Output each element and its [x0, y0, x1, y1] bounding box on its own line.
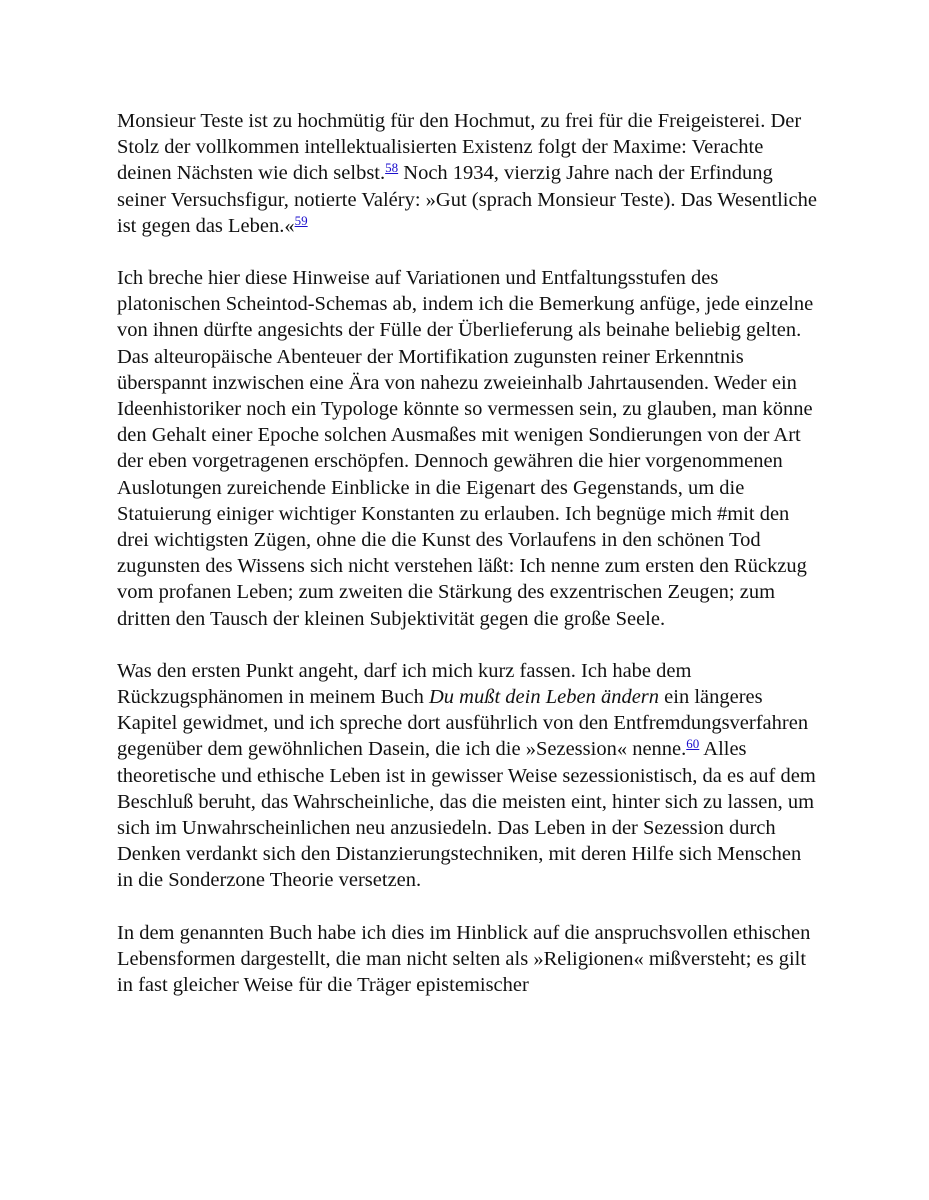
footnote-link-60[interactable]: 60: [686, 736, 700, 752]
footnote-link-59[interactable]: 59: [294, 212, 308, 228]
paragraph-2: Ich breche hier diese Hinweise auf Variationen und Entfaltungsstufen des platonischen Scheintod-Schemas ab, indem ich die Bemerkung anfüge, jede einzelne von ihnen dürfte angesichts der Fülle der Überlieferung als beinahe beliebig gelten. Das alteuropäische Abenteuer der Mortifikation zugunsten reiner Erkenntnis überspannt inzwischen eine Ära von nahezu zweieinhalb Jahrtausenden. Weder ein Ideenhistoriker noch ein Typologe könnte so vermessen sein, zu glauben, man könne den Gehalt einer Epoche solchen Ausmaßes mit wenigen Sondierungen von der Art der eben vorgetragenen erschöpfen. Dennoch gewähren die hier vorgenommenen Auslotungen zureichende Einblicke in die Eigenart des Gegenstands, um die Statuierung einiger wichtiger Konstanten zu erlauben. Ich begnüge mich #mit den drei wichtigsten Zügen, ohne die die Kunst des Vorlaufens in den schönen Tod zugunsten des Wissens sich nicht verstehen läßt: Ich nenne zum ersten den Rückzug vom profanen Leben; zum zweiten die Stärkung des exzentrischen Zeugen; zum dritten den Tausch der kleinen Subjektivität gegen die große Seele.: [117, 267, 814, 630]
paragraph-3: [117, 658, 817, 894]
paragraph-3-text-a: Was den ersten Punkt angeht, darf ich mich kurz fassen. Ich habe dem Rückzugsphänomen in meinem Buch: [117, 659, 692, 709]
document-body: [117, 108, 817, 1024]
paragraph-1-text-a: Monsieur Teste ist zu hochmütig für den Hochmut, zu frei für die Freigeisterei. Der Stolz der vollkommen intellektualisierten Existenz folgt der Maxime: Verachte deinen Nächsten wie dich selbst.: [117, 110, 802, 185]
book-title: Du mußt dein Leben ändern: [429, 686, 660, 709]
paragraph-4: In dem genannten Buch habe ich dies im Hinblick auf die anspruchsvollen ethischen Lebensformen dargestellt, die man nicht selten als »Religionen« mißversteht; es gilt in fast gleicher Weise für die Träger epistemischer: [117, 921, 811, 997]
paragraph-3-text-c: Alles theoretische und ethische Leben ist in gewisser Weise sezessionistisch, da es auf dem Beschluß beruht, das Wahrscheinliche, das die meisten eint, hinter sich zu lassen, um sich im Unwahrscheinlichen neu anzusiedeln. Das Leben in der Sezession durch Denken verdankt sich den Distanzierungstechniken, mit deren Hilfe sich Menschen in die Sonderzone Theorie versetzen.: [117, 738, 816, 892]
footnote-link-58[interactable]: 58: [385, 160, 399, 176]
paragraph-3-text-b: ein längeres Kapitel gewidmet, und ich spreche dort ausführlich von den Entfremdungsverfahren gegenüber dem gewöhnlichen Dasein, die ich die »Sezession« nenne.: [117, 686, 809, 761]
paragraph-1: [117, 108, 817, 239]
paragraph-1-text-b: Noch 1934, vierzig Jahre nach der Erfindung seiner Versuchsfigur, notierte Valéry: »Gut (sprach Monsieur Teste). Das Wesentliche ist gegen das Leben.«: [117, 162, 817, 237]
